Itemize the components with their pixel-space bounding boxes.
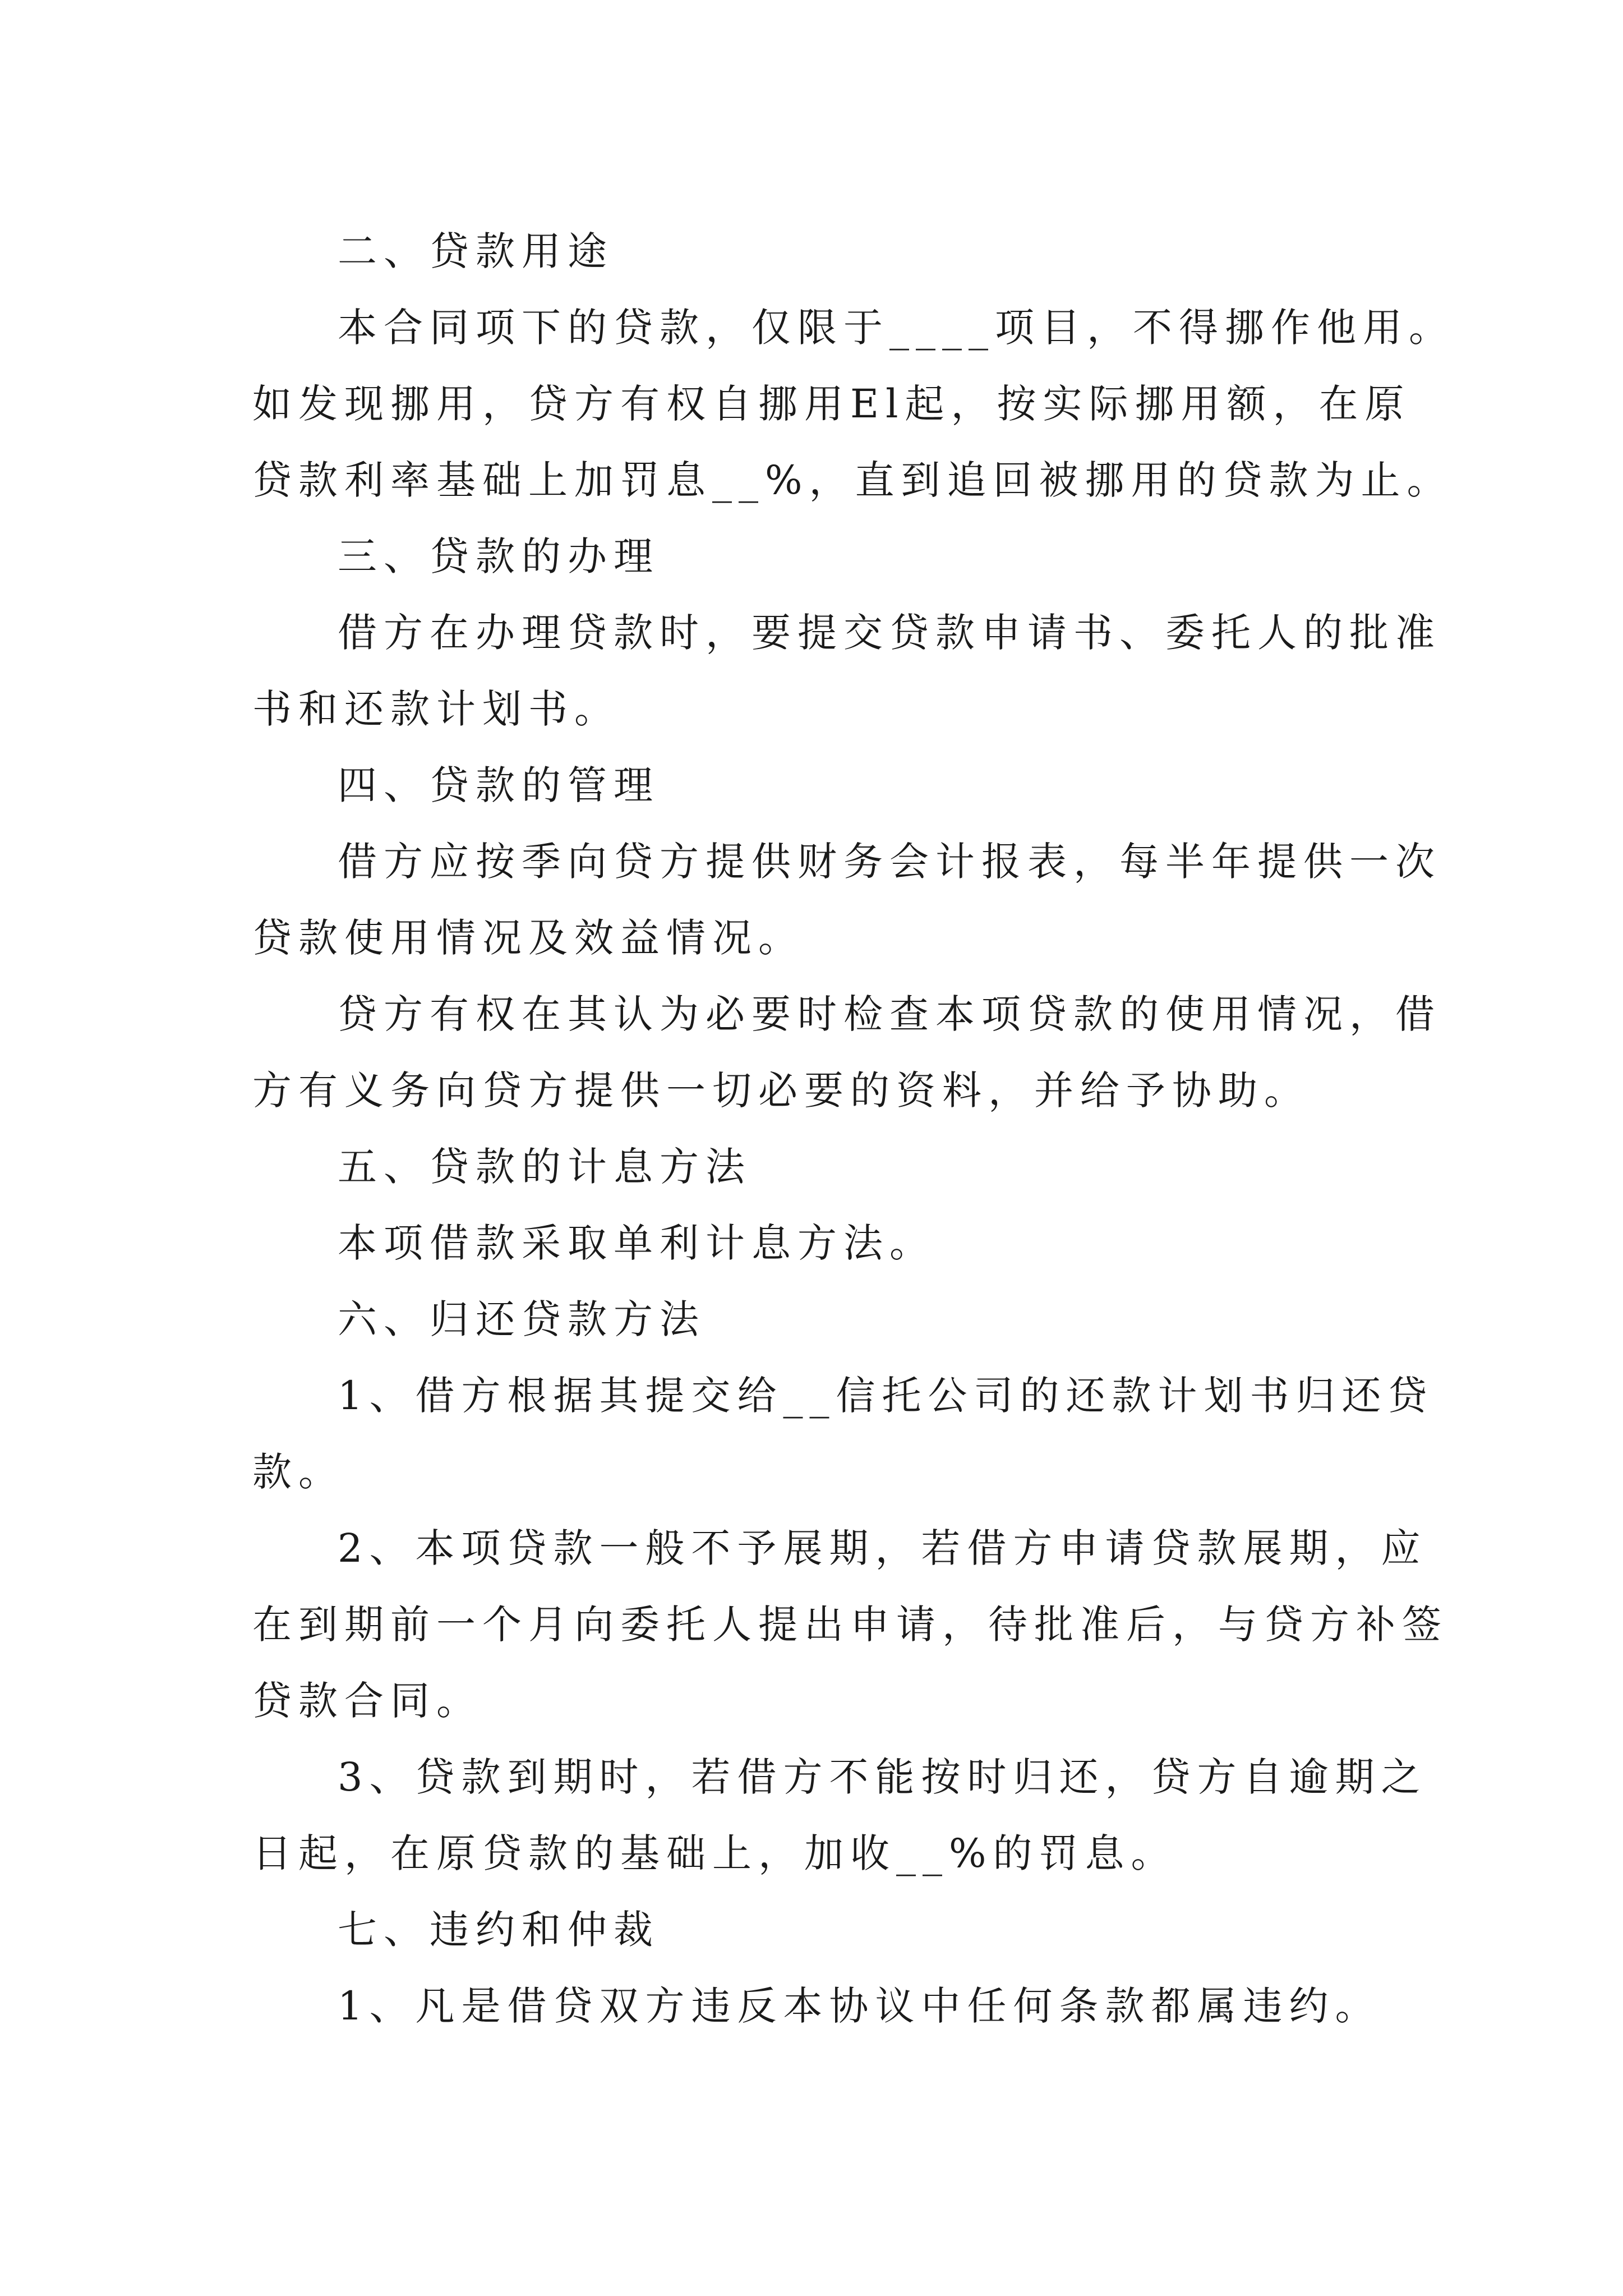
section-heading-loan-purpose: 二、贷款用途 [338, 228, 614, 274]
paragraph-line: 1、借方根据其提交给__信托公司的还款计划书归还贷 [338, 1373, 1434, 1419]
section-heading-repayment-method: 六、归还贷款方法 [338, 1296, 706, 1342]
section-heading-breach-arbitration: 七、违约和仲裁 [338, 1907, 660, 1953]
paragraph-line: 本合同项下的贷款，仅限于____项目，不得挪作他用。 [338, 305, 1455, 351]
paragraph-line: 日起，在原贷款的基础上，加收__%的罚息。 [252, 1830, 1177, 1876]
paragraph-line: 3、贷款到期时，若借方不能按时归还，贷方自逾期之 [338, 1754, 1427, 1800]
paragraph-line: 书和还款计划书。 [252, 686, 620, 732]
paragraph-line: 贷方有权在其认为必要时检查本项贷款的使用情况，借 [338, 991, 1441, 1037]
document-body [252, 213, 1455, 2044]
paragraph-line: 贷款利率基础上加罚息__%，直到追回被挪用的贷款为止。 [252, 457, 1453, 503]
paragraph-line: 在到期前一个月向委托人提出申请，待批准后，与贷方补签 [252, 1602, 1448, 1648]
paragraph-line: 贷款合同。 [252, 1678, 482, 1724]
section-heading-loan-processing: 三、贷款的办理 [338, 533, 660, 579]
paragraph-line: 方有义务向贷方提供一切必要的资料，并给予协助。 [252, 1068, 1310, 1114]
paragraph-line: 如发现挪用，贷方有权自挪用El起，按实际挪用额，在原 [252, 381, 1411, 427]
paragraph-line: 款。 [252, 1449, 344, 1495]
paragraph-line: 2、本项贷款一般不予展期，若借方申请贷款展期，应 [338, 1525, 1427, 1571]
paragraph-line: 本项借款采取单利计息方法。 [338, 1220, 935, 1266]
paragraph-line: 借方在办理贷款时，要提交贷款申请书、委托人的批准 [338, 610, 1441, 656]
section-heading-interest-method: 五、贷款的计息方法 [338, 1144, 751, 1190]
paragraph-line: 1、凡是借贷双方违反本协议中任何条款都属违约。 [338, 1983, 1381, 2029]
paragraph-line: 借方应按季向贷方提供财务会计报表，每半年提供一次 [338, 839, 1441, 885]
section-heading-loan-management: 四、贷款的管理 [338, 762, 660, 808]
paragraph-line: 贷款使用情况及效益情况。 [252, 915, 804, 961]
